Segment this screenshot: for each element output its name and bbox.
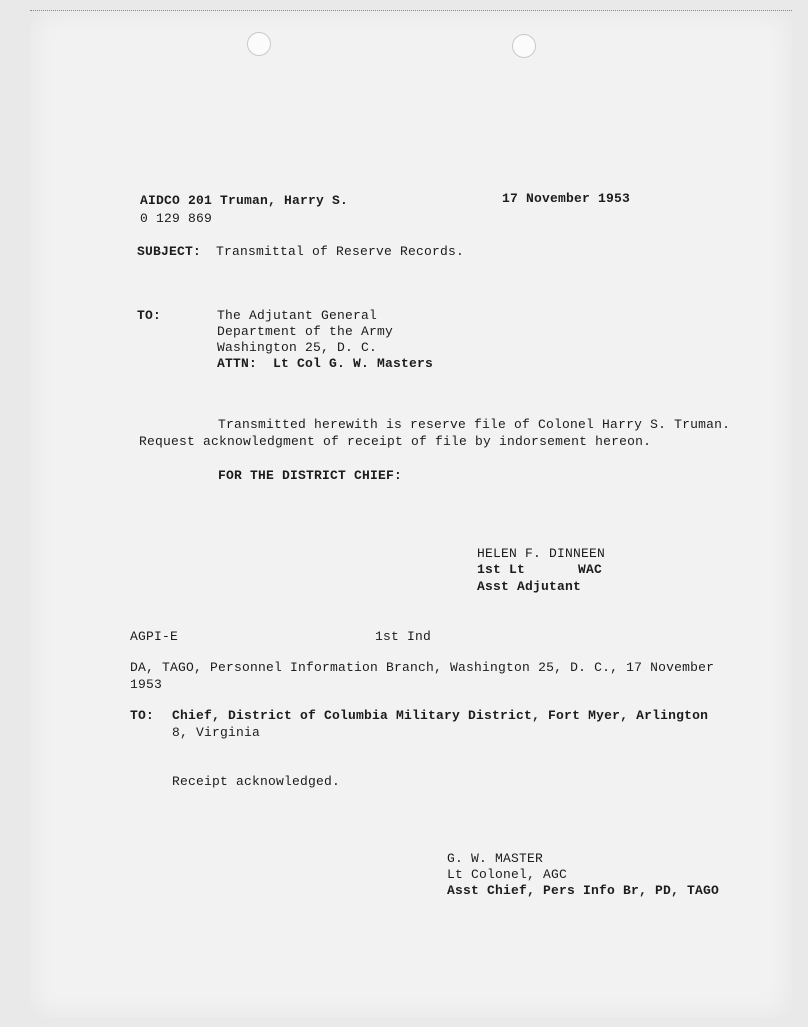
closing-line: FOR THE DISTRICT CHIEF:	[218, 468, 403, 483]
signer-name: HELEN F. DINNEEN	[477, 546, 606, 561]
indorsement-text: Receipt acknowledged.	[172, 774, 341, 789]
signer-branch: WAC	[578, 562, 603, 577]
addressee-line: Department of the Army	[217, 324, 394, 339]
addressee-line: Washington 25, D. C.	[217, 340, 378, 355]
serial-number: 0 129 869	[140, 211, 213, 226]
signer-title: Asst Adjutant	[477, 579, 582, 594]
letter-date: 17 November 1953	[502, 191, 631, 206]
top-edge-line	[30, 10, 792, 12]
indorsement-to-line: Chief, District of Columbia Military District, Fort Myer, Arlington	[172, 708, 709, 723]
body-line: Request acknowledgment of receipt of file by indorsement hereon.	[139, 434, 652, 449]
body-line: Transmitted herewith is reserve file of Colonel Harry S. Truman.	[218, 417, 731, 432]
file-reference: AIDCO 201 Truman, Harry S.	[140, 193, 349, 208]
indorsement-to-line: 8, Virginia	[172, 725, 261, 740]
subject-label: SUBJECT:	[137, 244, 202, 259]
indorsement-origin: 1953	[130, 677, 163, 692]
document-page	[30, 10, 792, 1018]
indorsement-origin: DA, TAGO, Personnel Information Branch, Washington 25, D. C., 17 November	[130, 660, 715, 675]
indorsement-code: AGPI-E	[130, 629, 179, 644]
signer-name: G. W. MASTER	[447, 851, 544, 866]
punch-hole-left	[247, 32, 271, 56]
punch-hole-right	[512, 34, 536, 58]
signer-rank: 1st Lt	[477, 562, 526, 577]
signer-title: Asst Chief, Pers Info Br, PD, TAGO	[447, 883, 720, 898]
subject-text: Transmittal of Reserve Records.	[216, 244, 465, 259]
indorsement-label: 1st Ind	[375, 629, 432, 644]
addressee-line: ATTN: Lt Col G. W. Masters	[217, 356, 434, 371]
indorsement-to-label: TO:	[130, 708, 155, 723]
addressee-line: The Adjutant General	[217, 308, 378, 323]
signer-rank: Lt Colonel, AGC	[447, 867, 568, 882]
to-label: TO:	[137, 308, 162, 323]
